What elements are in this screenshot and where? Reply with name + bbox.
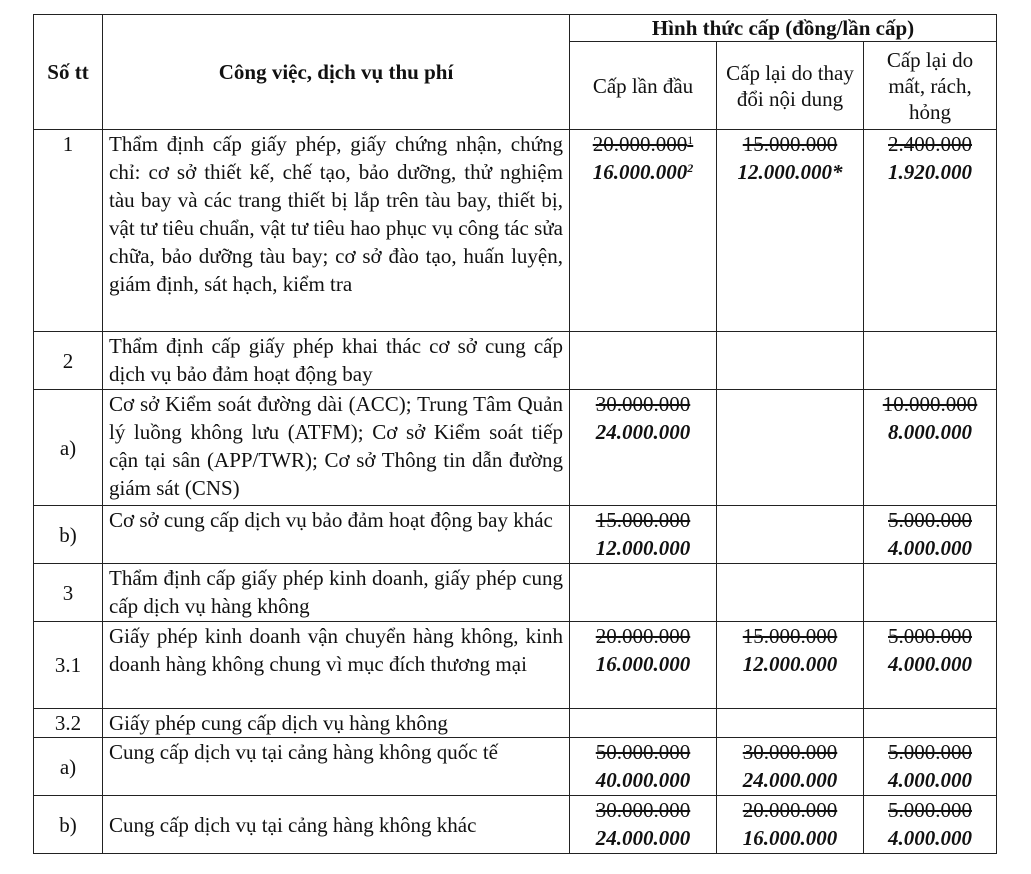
old-fee: 20.000.000: [742, 798, 838, 822]
fee-lost: [864, 738, 997, 796]
fee-change: [717, 738, 864, 796]
row-service: Giấy phép kinh doanh vận chuyển hàng không, kinh doanh hàng không chung vì mục đích thương mại: [103, 622, 570, 709]
new-fee-value: 16.000.000: [592, 160, 688, 184]
table-row: [34, 506, 997, 564]
fee-lost: [864, 332, 997, 390]
table-row: [34, 796, 997, 854]
new-fee: 4.000.000: [888, 768, 973, 792]
fee-lost: [864, 130, 997, 332]
fee-lost: [864, 564, 997, 622]
header-group-bold: Hình thức cấp (đồng/lần cấp): [651, 16, 915, 40]
header-col-change: Cấp lại do thay đổi nội dung: [717, 42, 864, 130]
new-fee: 16.000.000: [595, 652, 691, 676]
old-fee: 20.000.000: [595, 624, 691, 648]
header-service: Công việc, dịch vụ thu phí: [103, 15, 570, 130]
fee-first: [570, 506, 717, 564]
table-row: [34, 130, 997, 332]
row-no: 2: [34, 332, 103, 390]
fee-lost: [864, 506, 997, 564]
new-fee: 40.000.000: [595, 768, 691, 792]
new-fee: 24.000.000: [742, 768, 838, 792]
fee-first: [570, 332, 717, 390]
row-service: Cung cấp dịch vụ tại cảng hàng không khác: [103, 796, 570, 854]
row-no: 1: [34, 130, 103, 332]
old-fee: 15.000.000: [595, 508, 691, 532]
new-fee: 1.920.000: [888, 160, 973, 184]
fee-first: [570, 796, 717, 854]
old-fee: 15.000.000: [742, 624, 838, 648]
old-fee: 5.000.000: [888, 798, 973, 822]
old-fee: [576, 130, 710, 158]
row-service: Cơ sở cung cấp dịch vụ bảo đảm hoạt động bay khác: [103, 506, 570, 564]
header-no: Số tt: [34, 15, 103, 130]
fee-lost: [864, 622, 997, 709]
fee-change: [717, 622, 864, 709]
fee-change: [717, 796, 864, 854]
header-col-first: Cấp lần đầu: [570, 42, 717, 130]
fee-table: [33, 14, 997, 854]
footnote-mark: 1: [687, 133, 694, 147]
fee-first: [570, 709, 717, 738]
fee-change: [717, 564, 864, 622]
row-no: b): [34, 796, 103, 854]
new-fee: 4.000.000: [888, 652, 973, 676]
old-fee: 15.000.000: [742, 132, 838, 156]
header-group: [570, 15, 997, 42]
old-fee: 30.000.000: [595, 392, 691, 416]
old-fee: 10.000.000: [882, 392, 978, 416]
new-fee: 24.000.000: [595, 826, 691, 850]
new-fee: 4.000.000: [888, 826, 973, 850]
new-fee: 16.000.000: [742, 826, 838, 850]
old-fee: 5.000.000: [888, 740, 973, 764]
fee-first: [570, 738, 717, 796]
new-fee: 12.000.000: [742, 652, 838, 676]
fee-change: [717, 709, 864, 738]
fee-change: [717, 390, 864, 506]
table-row: [34, 738, 997, 796]
new-fee: 8.000.000: [888, 420, 973, 444]
row-service: Thẩm định cấp giấy phép khai thác cơ sở cung cấp dịch vụ bảo đảm hoạt động bay: [103, 332, 570, 390]
table-row: [34, 390, 997, 506]
new-fee: 4.000.000: [888, 536, 973, 560]
fee-first: [570, 564, 717, 622]
old-fee-value: 20.000.000: [592, 132, 688, 156]
row-service: Cung cấp dịch vụ tại cảng hàng không quốc tế: [103, 738, 570, 796]
row-service: Thẩm định cấp giấy phép, giấy chứng nhận, chứng chỉ: cơ sở thiết kế, chế tạo, bảo dưỡng, thử nghiệm tàu bay và các trang thiết bị lắp trên tàu bay, thiết bị, vật tư tiêu chuẩn, vật tư tiêu hao phục vụ công tác sửa chữa, bảo dưỡng tàu bay; cơ sở đào tạo, huấn luyện, giám định, sát hạch, kiểm tra: [103, 130, 570, 332]
row-no: a): [34, 738, 103, 796]
old-fee: 5.000.000: [888, 508, 973, 532]
table-row: [34, 332, 997, 390]
old-fee: 2.400.000: [888, 132, 973, 156]
fee-first: [570, 390, 717, 506]
fee-lost: [864, 796, 997, 854]
old-fee: 50.000.000: [595, 740, 691, 764]
old-fee: 30.000.000: [595, 798, 691, 822]
fee-change: [717, 130, 864, 332]
fee-lost: [864, 390, 997, 506]
footnote-mark: 2: [687, 161, 694, 175]
row-no: 3.1: [34, 622, 103, 709]
row-no: 3: [34, 564, 103, 622]
new-fee: 24.000.000: [595, 420, 691, 444]
new-fee: [576, 158, 710, 186]
row-no: a): [34, 390, 103, 506]
old-fee: 5.000.000: [888, 624, 973, 648]
fee-lost: [864, 709, 997, 738]
header-row-1: [34, 15, 997, 42]
table-row: [34, 622, 997, 709]
row-service: Cơ sở Kiểm soát đường dài (ACC); Trung Tâm Quản lý luồng không lưu (ATFM); Cơ sở Kiểm soát tiếp cận tại sân (APP/TWR); Cơ sở Thông tin dẫn đường giám sát (CNS): [103, 390, 570, 506]
row-no: b): [34, 506, 103, 564]
table-row: [34, 709, 997, 738]
row-service: Giấy phép cung cấp dịch vụ hàng không: [103, 709, 570, 738]
header-col-lost: Cấp lại do mất, rách, hỏng: [864, 42, 997, 130]
row-no: 3.2: [34, 709, 103, 738]
new-fee: 12.000.000*: [737, 160, 843, 184]
fee-change: [717, 506, 864, 564]
old-fee: 30.000.000: [742, 740, 838, 764]
new-fee: 12.000.000: [595, 536, 691, 560]
fee-first: [570, 130, 717, 332]
fee-change: [717, 332, 864, 390]
fee-first: [570, 622, 717, 709]
table-row: [34, 564, 997, 622]
row-service: Thẩm định cấp giấy phép kinh doanh, giấy phép cung cấp dịch vụ hàng không: [103, 564, 570, 622]
